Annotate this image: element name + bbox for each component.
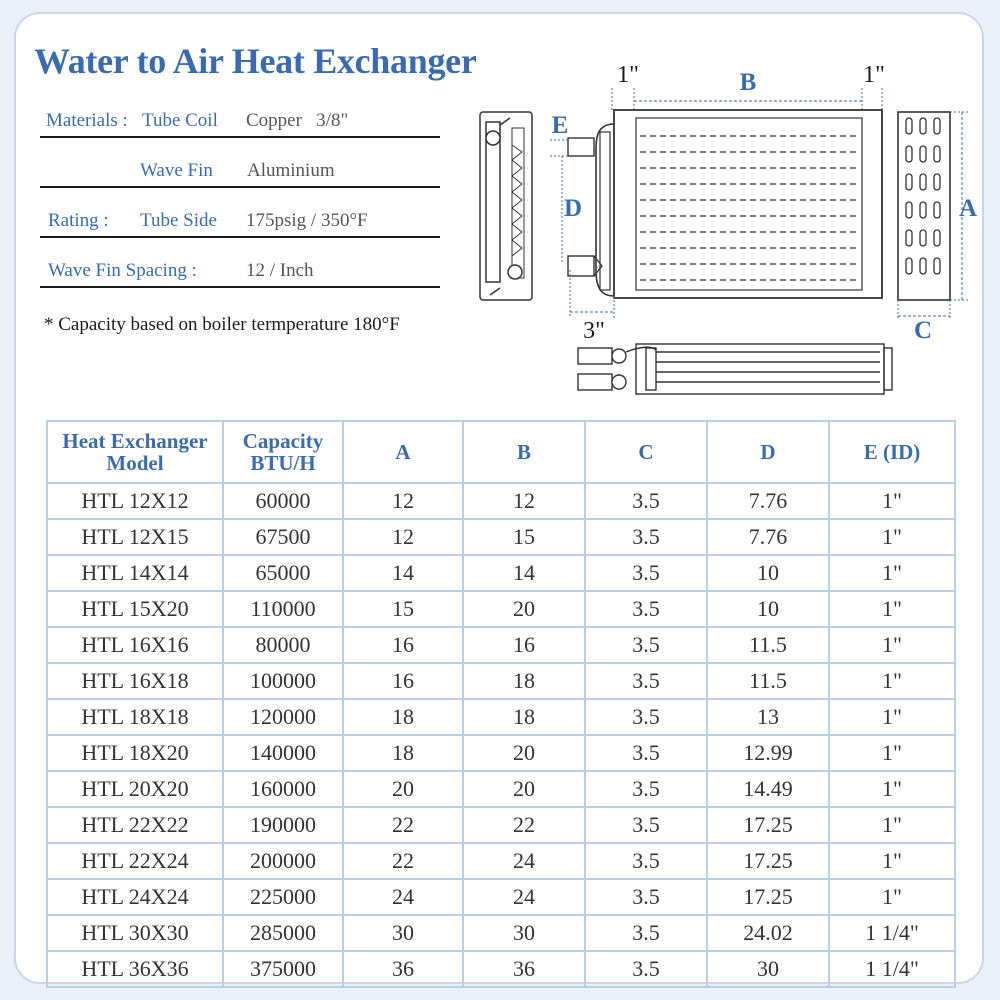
spec-table xyxy=(46,420,956,988)
table-cell-d: 7.76 xyxy=(707,483,829,519)
table-cell-b: 22 xyxy=(463,807,585,843)
table-cell-b: 20 xyxy=(463,735,585,771)
table-row xyxy=(47,951,955,987)
table-row xyxy=(47,699,955,735)
table-cell-capacity: 110000 xyxy=(223,591,343,627)
table-cell-e-id: 1" xyxy=(829,843,955,879)
column-header-text: C xyxy=(638,440,654,464)
table-row xyxy=(47,591,955,627)
table-cell-c: 3.5 xyxy=(585,915,707,951)
column-header-d xyxy=(707,421,829,483)
table-cell-e-id: 1 1/4" xyxy=(829,915,955,951)
table-cell-a: 12 xyxy=(343,519,463,555)
table-cell-model: HTL 16X16 xyxy=(47,627,223,663)
fin-spacing-label: Wave Fin Spacing : xyxy=(48,260,197,281)
table-cell-b: 30 xyxy=(463,915,585,951)
table-cell-a: 30 xyxy=(343,915,463,951)
tube-coil-value: Copper 3/8" xyxy=(246,110,349,131)
table-cell-c: 3.5 xyxy=(585,483,707,519)
table-cell-d: 14.49 xyxy=(707,771,829,807)
table-cell-capacity: 120000 xyxy=(223,699,343,735)
table-cell-e-id: 1" xyxy=(829,555,955,591)
table-cell-capacity: 285000 xyxy=(223,915,343,951)
table-cell-c: 3.5 xyxy=(585,951,707,987)
spec-row-wave-fin xyxy=(40,158,440,188)
table-cell-a: 22 xyxy=(343,807,463,843)
table-cell-a: 24 xyxy=(343,879,463,915)
table-cell-model: HTL 30X30 xyxy=(47,915,223,951)
column-header-model xyxy=(47,421,223,483)
table-cell-b: 24 xyxy=(463,879,585,915)
table-cell-d: 30 xyxy=(707,951,829,987)
heat-exchanger-diagram xyxy=(470,60,990,405)
table-cell-a: 15 xyxy=(343,591,463,627)
table-cell-c: 3.5 xyxy=(585,735,707,771)
table-cell-b: 12 xyxy=(463,483,585,519)
column-header-text: Capacity xyxy=(242,429,324,453)
tube-coil-label: Tube Coil xyxy=(142,110,218,131)
table-cell-capacity: 140000 xyxy=(223,735,343,771)
table-cell-d: 11.5 xyxy=(707,627,829,663)
table-cell-e-id: 1" xyxy=(829,591,955,627)
column-header-text: E (ID) xyxy=(863,440,921,464)
dim-label-a: A xyxy=(958,195,978,222)
table-cell-model: HTL 12X15 xyxy=(47,519,223,555)
table-cell-model: HTL 12X12 xyxy=(47,483,223,519)
materials-label: Materials : xyxy=(46,110,128,131)
table-cell-c: 3.5 xyxy=(585,843,707,879)
table-cell-c: 3.5 xyxy=(585,591,707,627)
table-cell-capacity: 160000 xyxy=(223,771,343,807)
table-cell-a: 16 xyxy=(343,663,463,699)
table-cell-d: 17.25 xyxy=(707,879,829,915)
spec-row-rating xyxy=(40,208,440,238)
table-cell-capacity: 200000 xyxy=(223,843,343,879)
page-title: Water to Air Heat Exchanger xyxy=(34,41,477,81)
table-cell-b: 16 xyxy=(463,627,585,663)
spec-list xyxy=(40,108,440,288)
capacity-note: * Capacity based on boiler termperature 180°F xyxy=(44,314,400,335)
table-cell-capacity: 80000 xyxy=(223,627,343,663)
side-view xyxy=(480,112,532,300)
table-row xyxy=(47,915,955,951)
column-header-text: BTU/H xyxy=(250,451,316,475)
table-cell-a: 16 xyxy=(343,627,463,663)
table-cell-c: 3.5 xyxy=(585,663,707,699)
column-header-a xyxy=(343,421,463,483)
table-cell-model: HTL 18X20 xyxy=(47,735,223,771)
table-cell-capacity: 100000 xyxy=(223,663,343,699)
table-cell-model: HTL 18X18 xyxy=(47,699,223,735)
dim-label-3in: 3" xyxy=(583,318,605,344)
table-cell-c: 3.5 xyxy=(585,627,707,663)
table-cell-e-id: 1" xyxy=(829,699,955,735)
table-row xyxy=(47,519,955,555)
table-cell-d: 17.25 xyxy=(707,843,829,879)
table-cell-d: 11.5 xyxy=(707,663,829,699)
table-cell-e-id: 1 1/4" xyxy=(829,951,955,987)
wave-fin-label: Wave Fin xyxy=(140,160,213,181)
table-cell-a: 14 xyxy=(343,555,463,591)
table-cell-e-id: 1" xyxy=(829,627,955,663)
table-cell-e-id: 1" xyxy=(829,879,955,915)
table-cell-e-id: 1" xyxy=(829,519,955,555)
fin-spacing-value: 12 / Inch xyxy=(246,260,314,281)
table-cell-d: 7.76 xyxy=(707,519,829,555)
end-view xyxy=(898,112,968,320)
dim-label-c: C xyxy=(913,317,933,344)
table-cell-a: 18 xyxy=(343,735,463,771)
table-row xyxy=(47,483,955,519)
table-cell-capacity: 65000 xyxy=(223,555,343,591)
table-cell-model: HTL 14X14 xyxy=(47,555,223,591)
dim-label-1in-right: 1" xyxy=(863,62,885,88)
table-cell-d: 24.02 xyxy=(707,915,829,951)
table-cell-c: 3.5 xyxy=(585,555,707,591)
table-cell-d: 12.99 xyxy=(707,735,829,771)
table-cell-c: 3.5 xyxy=(585,771,707,807)
table-cell-e-id: 1" xyxy=(829,807,955,843)
table-cell-model: HTL 22X24 xyxy=(47,843,223,879)
table-row xyxy=(47,843,955,879)
table-row xyxy=(47,627,955,663)
table-cell-e-id: 1" xyxy=(829,771,955,807)
column-header-e-id xyxy=(829,421,955,483)
table-cell-a: 12 xyxy=(343,483,463,519)
table-cell-e-id: 1" xyxy=(829,663,955,699)
table-row xyxy=(47,771,955,807)
dim-label-1in-left: 1" xyxy=(617,62,639,88)
table-cell-model: HTL 16X18 xyxy=(47,663,223,699)
table-cell-b: 20 xyxy=(463,771,585,807)
table-cell-b: 18 xyxy=(463,699,585,735)
table-header-row xyxy=(47,421,955,483)
column-header-text: B xyxy=(516,440,531,464)
table-cell-model: HTL 15X20 xyxy=(47,591,223,627)
column-header-b xyxy=(463,421,585,483)
table-row xyxy=(47,879,955,915)
table-cell-a: 36 xyxy=(343,951,463,987)
table-cell-model: HTL 36X36 xyxy=(47,951,223,987)
table-cell-d: 17.25 xyxy=(707,807,829,843)
tube-side-value: 175psig / 350°F xyxy=(246,210,368,231)
spec-row-fin-spacing xyxy=(40,258,440,288)
table-cell-c: 3.5 xyxy=(585,879,707,915)
dim-label-b: B xyxy=(739,69,757,96)
table-cell-b: 14 xyxy=(463,555,585,591)
table-cell-capacity: 60000 xyxy=(223,483,343,519)
table-cell-c: 3.5 xyxy=(585,807,707,843)
column-header-text: Model xyxy=(106,451,164,475)
table-cell-e-id: 1" xyxy=(829,483,955,519)
table-cell-b: 15 xyxy=(463,519,585,555)
column-header-text: Heat Exchanger xyxy=(62,429,208,453)
table-row xyxy=(47,663,955,699)
table-cell-capacity: 190000 xyxy=(223,807,343,843)
table-cell-capacity: 375000 xyxy=(223,951,343,987)
table-cell-a: 20 xyxy=(343,771,463,807)
rating-label: Rating : xyxy=(48,210,109,231)
column-header-capacity xyxy=(223,421,343,483)
dim-label-d: D xyxy=(563,195,583,222)
table-cell-capacity: 67500 xyxy=(223,519,343,555)
tube-side-label: Tube Side xyxy=(140,210,217,231)
table-cell-a: 18 xyxy=(343,699,463,735)
table-cell-model: HTL 20X20 xyxy=(47,771,223,807)
table-cell-c: 3.5 xyxy=(585,519,707,555)
table-row xyxy=(47,807,955,843)
wave-fin-value: Aluminium xyxy=(247,160,335,181)
table-cell-b: 18 xyxy=(463,663,585,699)
table-cell-capacity: 225000 xyxy=(223,879,343,915)
table-cell-c: 3.5 xyxy=(585,699,707,735)
table-cell-b: 20 xyxy=(463,591,585,627)
table-cell-model: HTL 24X24 xyxy=(47,879,223,915)
table-cell-e-id: 1" xyxy=(829,735,955,771)
table-cell-d: 10 xyxy=(707,555,829,591)
column-header-c xyxy=(585,421,707,483)
table-row xyxy=(47,735,955,771)
table-cell-a: 22 xyxy=(343,843,463,879)
column-header-text: D xyxy=(760,440,776,464)
top-view xyxy=(578,344,892,394)
front-view xyxy=(550,88,882,318)
table-cell-b: 36 xyxy=(463,951,585,987)
table-cell-model: HTL 22X22 xyxy=(47,807,223,843)
table-row xyxy=(47,555,955,591)
table-cell-b: 24 xyxy=(463,843,585,879)
table-cell-d: 10 xyxy=(707,591,829,627)
dim-label-e: E xyxy=(551,112,569,139)
spec-table-header xyxy=(47,421,955,483)
table-cell-d: 13 xyxy=(707,699,829,735)
column-header-text: A xyxy=(395,440,411,464)
spec-row-materials xyxy=(40,108,440,138)
spec-table-body xyxy=(47,483,955,987)
